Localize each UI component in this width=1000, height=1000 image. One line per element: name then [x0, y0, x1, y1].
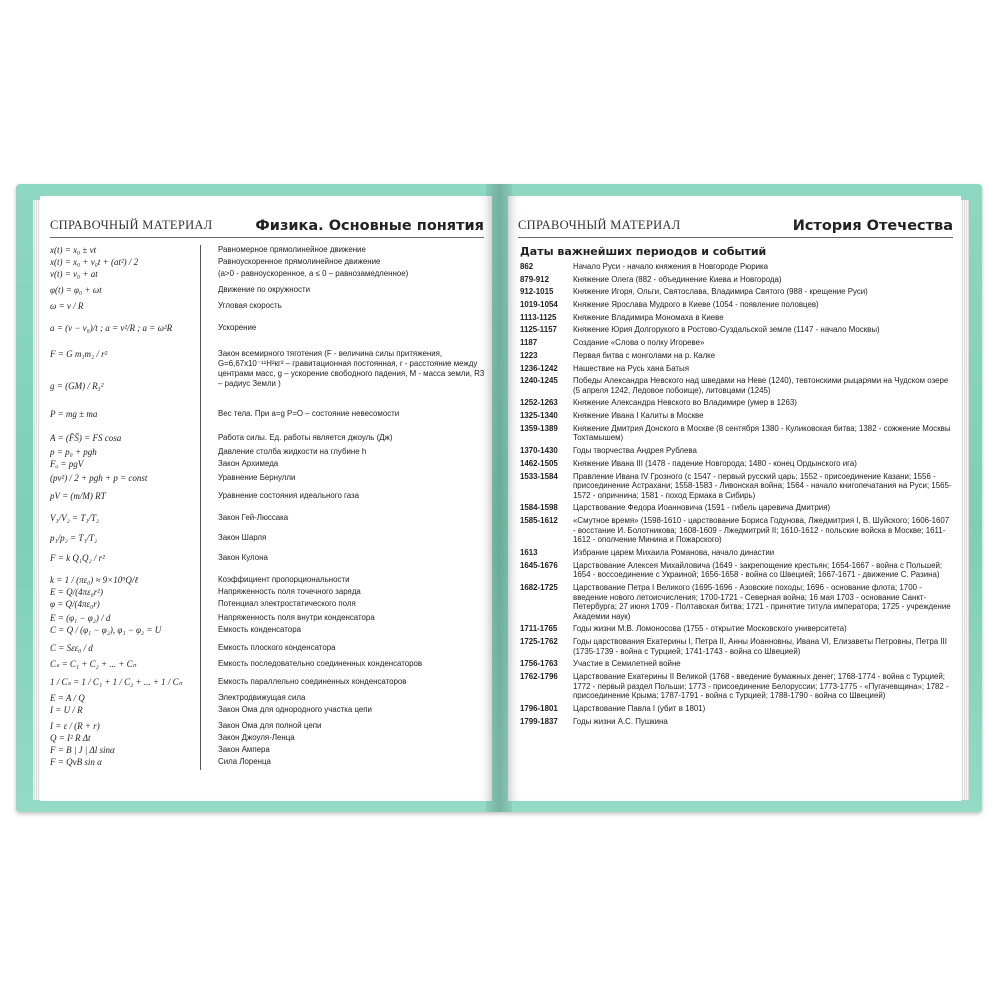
formula-description: Угловая скорость	[218, 301, 282, 310]
history-row	[520, 704, 952, 714]
formula: I = ε / (R + r)	[50, 721, 100, 731]
physics-row	[50, 447, 488, 459]
history-table	[520, 262, 952, 729]
history-row	[520, 561, 952, 580]
physics-row	[50, 643, 488, 659]
history-year: 1645-1676	[520, 560, 558, 570]
physics-row	[50, 757, 488, 773]
history-row	[520, 717, 952, 727]
formula-description: Потенциал электростатического поля	[218, 599, 356, 608]
formula: 1 / Cₛ = 1 / C₁ + 1 / C₂ + ... + 1 / Cₙ	[50, 677, 183, 687]
history-event: Первая битва с монголами на р. Калке	[573, 350, 716, 360]
physics-table	[50, 245, 488, 773]
formula-description: Напряженность поля внутри конденсатора	[218, 613, 375, 622]
history-event: Участие в Семилетней войне	[573, 659, 681, 669]
history-year: 862	[520, 262, 534, 271]
page-edges-left	[33, 200, 40, 800]
formula-description: Закон Гей-Люссака	[218, 513, 289, 522]
formula-description: (a>0 - равноускоренное, a ≤ 0 – равнозамедленное)	[218, 269, 409, 278]
formula-description: Сила Лоренца	[218, 757, 271, 766]
history-year: 1725-1762	[520, 637, 558, 647]
history-year: 1682-1725	[520, 582, 558, 592]
history-row	[520, 398, 952, 408]
history-event: Годы творчества Андрея Рублева	[573, 446, 697, 456]
history-year: 1533-1584	[520, 471, 558, 481]
formula-description: Равномерное прямолинейное движение	[218, 245, 366, 254]
history-year: 1252-1263	[520, 398, 558, 408]
history-event: «Смутное время» (1598-1610 - царствование Бориса Годунова, Лжедмитрия I, В. Шуйского; 1606-1607 - восстание И. Болотникова; 1608-1609 - Лжедмитрий II; 1610-1612 - польские войска в Москве; 1611-1612 - ополчение Минина и Пожарского)	[573, 516, 950, 545]
page-title: История Отечества	[792, 218, 953, 234]
right-page	[508, 196, 961, 801]
history-row	[520, 325, 952, 335]
physics-row	[50, 553, 488, 575]
physics-row	[50, 659, 488, 677]
formula: x(t) = x₀ ± vt	[50, 245, 97, 255]
formula-description: Емкость параллельно соединенных конденсаторов	[218, 677, 407, 686]
history-event: Избрание царем Михаила Романова, начало династии	[573, 547, 775, 557]
formula: C = Sεε₀ / d	[50, 643, 93, 653]
history-year: 1462-1505	[520, 458, 558, 468]
history-year: 1762-1796	[520, 672, 558, 682]
right-page-header	[518, 215, 953, 238]
history-event: Княжение Юрия Долгорукого в Ростово-Суздальской земле (1147 - начало Москвы)	[573, 325, 880, 335]
formula: F = k Q₁Q₂ / r²	[50, 553, 105, 563]
history-year: 1799-1837	[520, 716, 558, 726]
section-label: СПРАВОЧНЫЙ МАТЕРИАЛ	[518, 218, 681, 232]
history-year: 879-912	[520, 274, 549, 284]
history-row	[520, 624, 952, 634]
formula: C = Q / (φ₁ − φ₂), φ₁ − φ₂ = U	[50, 625, 162, 635]
history-row	[520, 364, 952, 374]
formula-description: Уравнение состояния идеального газа	[218, 491, 360, 500]
physics-row	[50, 587, 488, 599]
history-event: Годы жизни А.С. Пушкина	[573, 716, 668, 726]
formula-description: Емкость плоского конденсатора	[218, 643, 336, 652]
physics-row	[50, 409, 488, 433]
formula: x(t) = x₀ + v₀t + (at²) / 2	[50, 257, 139, 267]
physics-row	[50, 491, 488, 513]
formula: E = Q/(4πε₀r²)	[50, 587, 103, 597]
formula-description: Закон Ома для однородного участка цепи	[218, 705, 372, 714]
history-year: 1325-1340	[520, 411, 558, 421]
history-event: Правление Ивана IV Грозного (с 1547 - первый русский царь; 1552 - присоединение Казани; 1556 - присоединение Астрахани; 1558-1583 - Ливонская война; 1564 - начало книгопечатания на Руси; 1565-1572 - опричнина; 1581 - поход Ермака в Сибирь)	[573, 471, 952, 500]
history-year: 1585-1612	[520, 516, 558, 526]
history-event: Годы царствования Екатерины I, Петра II, Анны Иоанновны, Ивана VI, Елизаветы Петровны, Петра III (1735-1739 - война с Турцией; 1741-1743 - война со Швецией)	[573, 637, 947, 656]
page-edges-right	[961, 200, 969, 800]
history-year: 1711-1765	[520, 624, 558, 634]
formula-description: Ускорение	[218, 323, 257, 332]
formula: a = (v − v₀)/t ; a = v²/R ; a = ω²R	[50, 323, 173, 333]
physics-row	[50, 269, 488, 285]
formula: I = U / R	[50, 705, 83, 715]
history-year: 1113-1125	[520, 312, 557, 322]
physics-row	[50, 459, 488, 473]
formula: P = mg ± ma	[50, 409, 98, 419]
history-year: 1756-1763	[520, 659, 558, 669]
history-event: Царствование Алексея Михайловича (1649 - закрепощение крестьян; 1654-1667 - война с Польшей; 1654 - воссоединение с Украиной; 1656-1658 - война со Швецией; 1667-1671 - движение С. Разина)	[573, 560, 943, 580]
history-year: 1796-1801	[520, 703, 558, 713]
history-event: Княжение Ивана III (1478 - падение Новгорода; 1480 - конец Ордынского ига)	[573, 458, 857, 468]
physics-row	[50, 473, 488, 491]
formula-description: Электродвижущая сила	[218, 693, 306, 702]
history-row	[520, 275, 952, 285]
formula: E = (φ₁ − φ₂) / d	[50, 613, 111, 623]
history-row	[520, 503, 952, 513]
formula-description: Движение по окружности	[218, 285, 310, 294]
history-event: Княжение Ивана I Калиты в Москве	[573, 411, 704, 421]
formula: p = p₀ + pgh	[50, 447, 97, 457]
history-row	[520, 313, 952, 323]
history-row	[520, 459, 952, 469]
history-row	[520, 300, 952, 310]
physics-row	[50, 721, 488, 733]
physics-row	[50, 733, 488, 745]
formula-description: Закон всемирного тяготения (F - величина силы притяжения, G=6,67x10⁻¹¹Н²кг² – гравитационная постоянная, r - расстояние между центрами масс, g – ускорение свободного падения, M - масса земли, R3 – радиус Земли )	[218, 349, 485, 388]
left-page	[40, 196, 492, 801]
history-event: Княжение Владимира Мономаха в Киеве	[573, 312, 724, 322]
physics-row	[50, 285, 488, 301]
physics-row	[50, 625, 488, 643]
formula: φ = Q/(4πε₀r)	[50, 599, 100, 609]
formula: F = G m₁m₂ / r²	[50, 349, 108, 359]
history-event: Княжение Игоря, Ольги, Святослава, Владимира Святого (988 - крещение Руси)	[573, 287, 868, 297]
history-year: 1236-1242	[520, 363, 558, 373]
history-year: 1370-1430	[520, 446, 558, 456]
history-year: 1223	[520, 350, 538, 360]
history-event: Царствование Павла I (убит в 1801)	[573, 703, 706, 713]
left-page-header	[50, 215, 484, 238]
history-row	[520, 287, 952, 297]
history-row	[520, 583, 952, 621]
physics-row	[50, 613, 488, 625]
physics-row	[50, 745, 488, 757]
history-year: 1240-1245	[520, 376, 558, 386]
formula-description: Равноускоренное прямолинейное движение	[218, 257, 381, 266]
history-event: Царствование Екатерины II Великой (1768 - введение бумажных денег; 1768-1774 - война с Турцией; 1772 - первый раздел Польши; 1773 - присоединение Белоруссии; 1773-1775 - «Пугачевщина»; 1782 - присоединение Крыма; 1787-1791 - война с Турцией; 1788-1790 - война со Швецией)	[573, 672, 949, 701]
section-subtitle: Даты важнейших периодов и событий	[520, 245, 767, 258]
history-row	[520, 548, 952, 558]
history-event: Княжение Ярослава Мудрого в Киеве (1054 - появление половцев)	[573, 300, 819, 310]
history-year: 1019-1054	[520, 300, 558, 310]
formula-description: Давление столба жидкости на глубине h	[218, 447, 367, 456]
formula: k = 1 / (πε₀) ≈ 9×10⁹Q/ℓ	[50, 575, 139, 585]
history-row	[520, 338, 952, 348]
physics-row	[50, 575, 488, 587]
formula: Q = I² R Δt	[50, 733, 91, 743]
formula: φ(t) = φ₀ + ωt	[50, 285, 102, 295]
physics-row	[50, 533, 488, 553]
formula: p₁/p₂ = T₁/T₂	[50, 533, 98, 543]
formula-description: Уравнение Бернулли	[218, 473, 296, 482]
formula: V₁/V₂ = T₁/T₂	[50, 513, 100, 523]
history-event: Княжение Дмитрия Донского в Москве (8 сентября 1380 - Куликовская битва; 1382 - сожжение Москвы Тохтамышем)	[573, 423, 951, 443]
history-row	[520, 516, 952, 545]
history-row	[520, 262, 952, 272]
formula-description: Напряженность поля точечного заряда	[218, 587, 361, 596]
formula: F = QvB sin α	[50, 757, 102, 767]
history-year: 1125-1157	[520, 325, 557, 335]
history-row	[520, 351, 952, 361]
history-row	[520, 672, 952, 701]
physics-row	[50, 705, 488, 721]
physics-row	[50, 433, 488, 447]
formula-description: Закон Шарля	[218, 533, 267, 542]
formula: v(t) = v₀ + at	[50, 269, 98, 279]
history-row	[520, 637, 952, 656]
formula: Fₐ = pgV	[50, 459, 84, 469]
history-event: Создание «Слова о полку Игореве»	[573, 338, 705, 348]
physics-row	[50, 599, 488, 613]
formula-description: Емкость последовательно соединенных конденсаторов	[218, 659, 423, 668]
history-event: Княжение Александра Невского во Владимире (умер в 1263)	[573, 398, 797, 408]
formula-description: Закон Ома для полной цепи	[218, 721, 322, 730]
history-year: 912-1015	[520, 287, 554, 297]
formula: E = A / Q	[50, 693, 85, 703]
history-year: 1187	[520, 338, 538, 348]
formula: g = (GM) / R₃²	[50, 381, 104, 391]
physics-row	[50, 257, 488, 269]
section-label: СПРАВОЧНЫЙ МАТЕРИАЛ	[50, 218, 213, 232]
formula-description: Закон Джоуля-Ленца	[218, 733, 295, 742]
formula: Cₛ = C₁ + C₂ + ... + Cₙ	[50, 659, 137, 669]
history-row	[520, 424, 952, 443]
formula: pV = (m/M) RT	[50, 491, 106, 501]
formula-description: Закон Архимеда	[218, 459, 279, 468]
physics-row	[50, 677, 488, 693]
history-event: Нашествие на Русь хана Батыя	[573, 363, 689, 373]
history-year: 1359-1389	[520, 423, 558, 433]
physics-row	[50, 301, 488, 323]
formula-description: Коэффициент пропорциональности	[218, 575, 350, 584]
history-year: 1584-1598	[520, 503, 558, 513]
formula: (pv²) / 2 + pgh + p = const	[50, 473, 148, 483]
history-row	[520, 411, 952, 421]
physics-row	[50, 693, 488, 705]
formula-description: Вес тела. При a=g P=O – состояние невесомости	[218, 409, 400, 418]
physics-row	[50, 513, 488, 533]
history-event: Княжение Олега (882 - объединение Киева и Новгорода)	[573, 274, 782, 284]
formula: F = B | J | Δl sinα	[50, 745, 115, 755]
formula-description: Работа силы. Ед. работы является джоуль (Дж)	[218, 433, 393, 442]
history-row	[520, 472, 952, 501]
formula-description: Закон Кулона	[218, 553, 268, 562]
formula: A = (F̄S̄) = FS cosa	[50, 433, 122, 443]
history-year: 1613	[520, 547, 538, 557]
physics-row	[50, 323, 488, 349]
formula-description: Закон Ампера	[218, 745, 270, 754]
history-row	[520, 446, 952, 456]
page-title: Физика. Основные понятия	[255, 218, 484, 234]
history-event: Царствование Петра I Великого (1695-1696 - Азовские походы; 1696 - основание флота; 1700 - введение нового летоисчисления; 1700-1721 - Северная война; 16 мая 1703 - основание Санкт-Петербурга; 27 июня 1709 - Полтавская битва; 1721 - принятие титула императора; 1725 - учреждение Академии наук)	[573, 582, 951, 621]
history-row	[520, 659, 952, 669]
history-event: Царствование Федора Иоанновича (1591 - гибель царевича Дмитрия)	[573, 503, 831, 513]
formula: ω = v / R	[50, 301, 84, 311]
history-event: Победы Александра Невского над шведами на Неве (1240), тевтонскими рыцарями на Чудском озере (5 апреля 1242, Ледовое побоище), литовцами (1245)	[573, 376, 949, 395]
formula-description: Емкость конденсатора	[218, 625, 301, 634]
history-row	[520, 376, 952, 395]
history-event: Годы жизни М.В. Ломоносова (1755 - открытие Московского университета)	[573, 624, 847, 634]
physics-row	[50, 245, 488, 257]
history-event: Начало Руси - начало княжения в Новгороде Рюрика	[573, 262, 769, 271]
